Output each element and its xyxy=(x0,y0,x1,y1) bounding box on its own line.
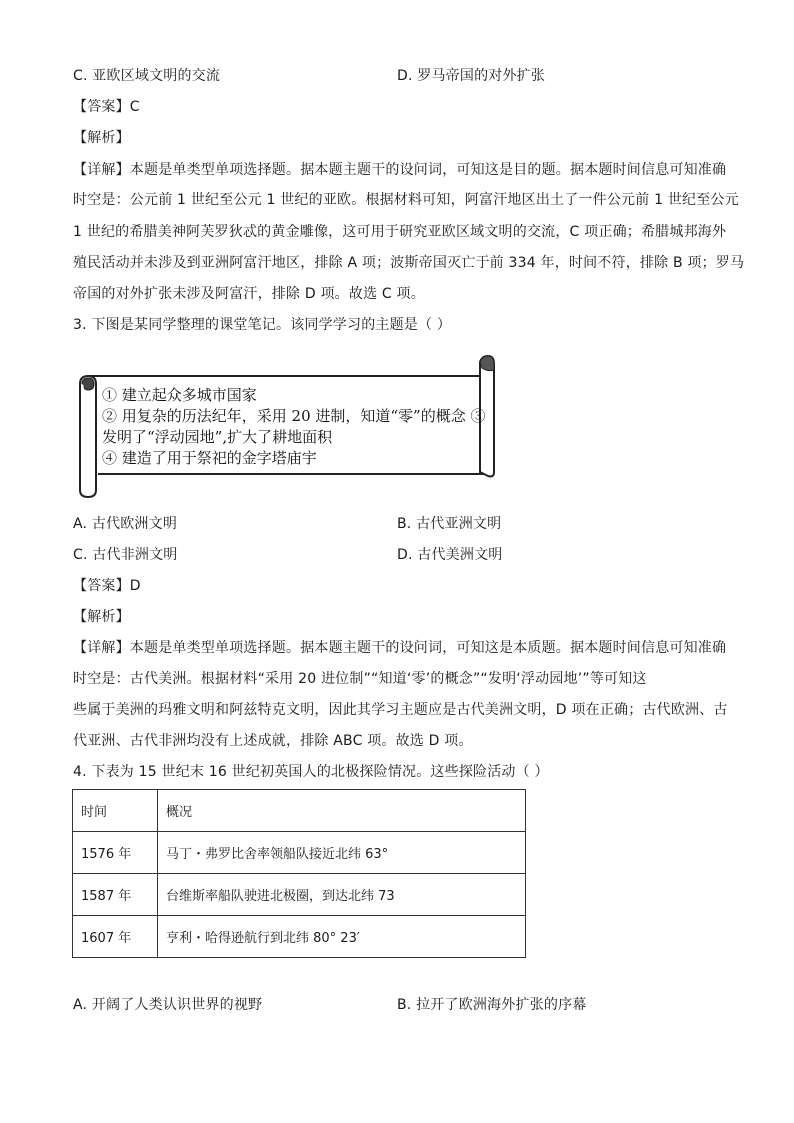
q3-analysis-label: 【解析】 xyxy=(73,609,130,625)
q2-detail-line: 【详解】本题是单类型单项选择题。据本题主题干的设问词，可知这是目的题。据本题时间信息可知准确 xyxy=(73,162,727,178)
table-cell-year: 1607 年 xyxy=(73,916,158,958)
exploration-table xyxy=(72,789,526,958)
table-header-row xyxy=(73,790,526,832)
table-header-cell: 概况 xyxy=(158,790,526,832)
scroll-line-4: ④ 建造了用于祭祀的金字塔庙宇 xyxy=(102,449,317,467)
table-row xyxy=(73,916,526,958)
q2-answer: 【答案】C xyxy=(73,99,140,115)
q3-option-a: A. 古代欧洲文明 xyxy=(73,516,178,532)
q3-option-d: D. 古代美洲文明 xyxy=(397,547,503,563)
q3-option-c: C. 古代非洲文明 xyxy=(73,547,178,563)
q4-option-b: B. 拉开了欧洲海外扩张的序幕 xyxy=(397,997,587,1013)
q2-detail-line: 时空是：公元前 1 世纪至公元 1 世纪的亚欧。根据材料可知，阿富汗地区出土了一件公元前 1 世纪至公元 xyxy=(73,192,739,208)
q3-detail-line: 【详解】本题是单类型单项选择题。据本题主题干的设问词，可知这是本质题。据本题时间信息可知准确 xyxy=(73,640,727,656)
q3-answer: 【答案】D xyxy=(73,578,141,594)
q2-option-d: D. 罗马帝国的对外扩张 xyxy=(397,68,546,84)
table-cell-summary: 台维斯率船队驶进北极圈，到达北纬 73 xyxy=(158,874,526,916)
table-row xyxy=(73,874,526,916)
table-cell-summary: 亨利・哈得逊航行到北纬 80° 23′ xyxy=(158,916,526,958)
table-cell-year: 1576 年 xyxy=(73,832,158,874)
scroll-line-1: ① 建立起众多城市国家 xyxy=(102,386,257,404)
scroll-line-3: 发明了“浮动园地”,扩大了耕地面积 xyxy=(102,428,333,446)
q3-detail-line: 些属于美洲的玛雅文明和阿兹特克文明，因此其学习主题应是古代美洲文明，D 项在正确；古代欧洲、古 xyxy=(73,702,728,718)
q2-detail-line: 1 世纪的希腊美神阿芙罗狄忒的黄金雕像，这可用于研究亚欧区域文明的交流，C 项正确；希腊城邦海外 xyxy=(73,224,727,240)
table-cell-year: 1587 年 xyxy=(73,874,158,916)
q3-detail-line: 时空是：古代美洲。根据材料“采用 20 进位制”“知道‘零’的概念”“发明‘浮动园地’”等可知这 xyxy=(73,671,647,687)
table-cell-summary: 马丁・弗罗比舍率领船队接近北纬 63° xyxy=(158,832,526,874)
q2-option-c: C. 亚欧区域文明的交流 xyxy=(73,68,221,84)
table-row xyxy=(73,832,526,874)
scroll-line-2: ② 用复杂的历法纪年，采用 20 进制，知道“零”的概念 ③ xyxy=(102,407,486,425)
table-header-cell: 时间 xyxy=(73,790,158,832)
q3-detail-line: 代亚洲、古代非洲均没有上述成就，排除 ABC 项。故选 D 项。 xyxy=(73,733,473,749)
q4-stem: 4. 下表为 15 世纪末 16 世纪初英国人的北极探险情况。这些探险活动（ ） xyxy=(73,764,549,780)
q2-analysis-label: 【解析】 xyxy=(73,130,130,146)
q2-detail-line: 帝国的对外扩张未涉及阿富汗，排除 D 项。故选 C 项。 xyxy=(73,286,425,302)
q4-option-a: A. 开阔了人类认识世界的视野 xyxy=(73,997,263,1013)
q3-stem: 3. 下图是某同学整理的课堂笔记。该同学学习的主题是（ ） xyxy=(73,317,452,333)
q3-option-b: B. 古代亚洲文明 xyxy=(397,516,502,532)
q2-detail-line: 殖民活动并未涉及到亚洲阿富汗地区，排除 A 项；波斯帝国灭亡于前 334 年，时间不符，排除 B 项；罗马 xyxy=(73,255,745,271)
